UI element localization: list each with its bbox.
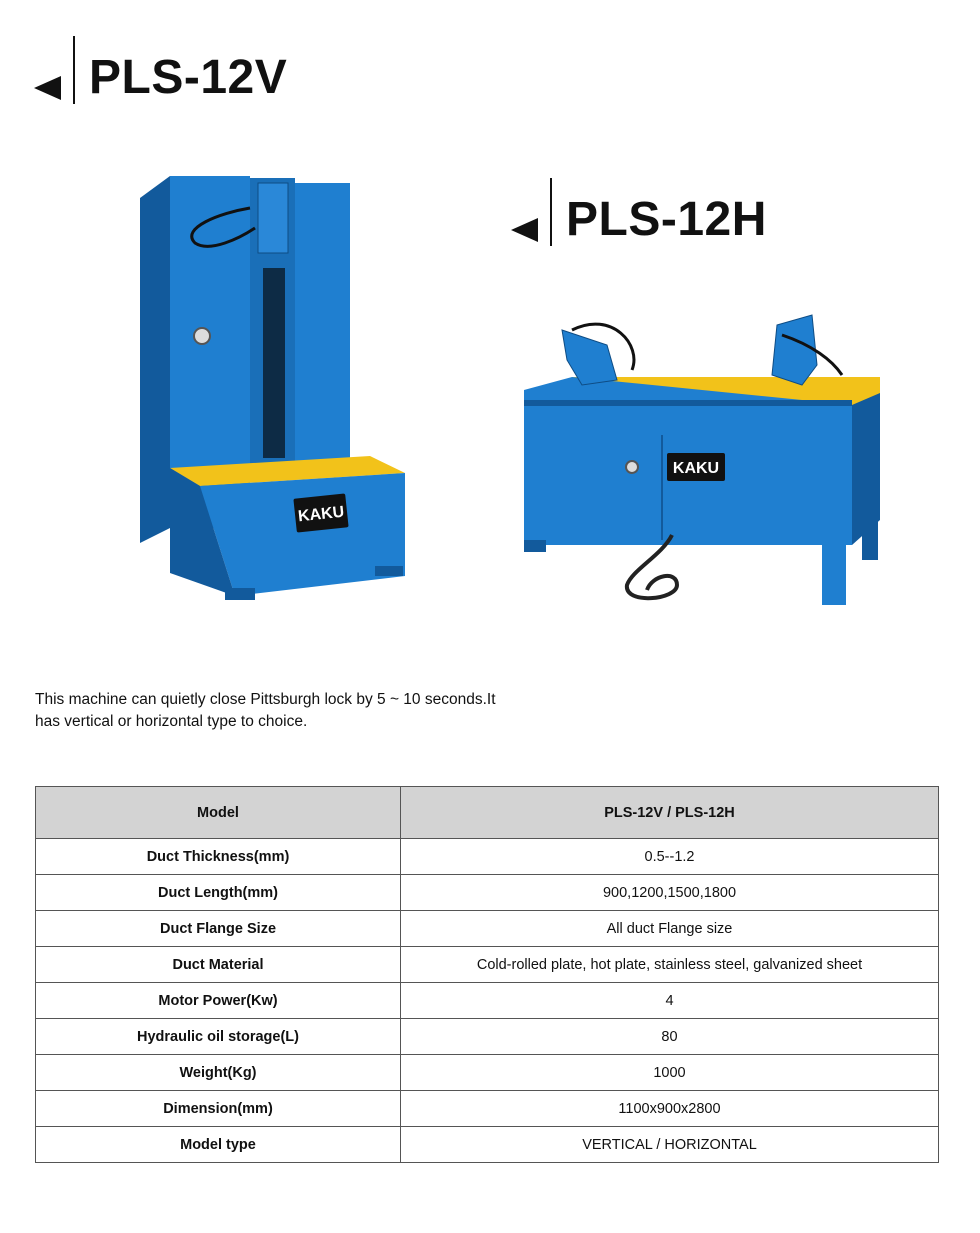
table-header-label: Model bbox=[36, 787, 401, 839]
left-arrow-icon bbox=[34, 76, 61, 100]
row-label: Duct Material bbox=[36, 947, 401, 983]
row-label: Duct Flange Size bbox=[36, 911, 401, 947]
row-value: All duct Flange size bbox=[401, 911, 939, 947]
row-label: Motor Power(Kw) bbox=[36, 983, 401, 1019]
row-label: Model type bbox=[36, 1127, 401, 1163]
brand-label: KAKU bbox=[297, 503, 346, 526]
heading-title: PLS-12H bbox=[566, 193, 767, 246]
left-arrow-icon bbox=[511, 218, 538, 242]
heading-title: PLS-12V bbox=[89, 51, 288, 104]
row-label: Weight(Kg) bbox=[36, 1055, 401, 1091]
table-row bbox=[36, 839, 939, 875]
spec-table bbox=[35, 786, 939, 1163]
table-row bbox=[36, 983, 939, 1019]
row-value: Cold-rolled plate, hot plate, stainless steel, galvanized sheet bbox=[401, 947, 939, 983]
row-value: 80 bbox=[401, 1019, 939, 1055]
heading-divider bbox=[550, 178, 552, 246]
machine-description: This machine can quietly close Pittsburgh lock by 5 ~ 10 seconds.It has vertical or horizontal type to choice. bbox=[35, 691, 496, 730]
table-row bbox=[36, 911, 939, 947]
table-row bbox=[36, 947, 939, 983]
row-value: 0.5--1.2 bbox=[401, 839, 939, 875]
machine-horizontal-image bbox=[512, 305, 892, 615]
heading-pls-12h bbox=[511, 178, 767, 246]
brand-label: KAKU bbox=[672, 460, 720, 477]
row-value: VERTICAL / HORIZONTAL bbox=[401, 1127, 939, 1163]
table-row bbox=[36, 1091, 939, 1127]
row-label: Hydraulic oil storage(L) bbox=[36, 1019, 401, 1055]
machine-vertical-image bbox=[130, 168, 420, 608]
row-value: 900,1200,1500,1800 bbox=[401, 875, 939, 911]
table-header-row bbox=[36, 787, 939, 839]
table-header-value: PLS-12V / PLS-12H bbox=[401, 787, 939, 839]
row-label: Duct Length(mm) bbox=[36, 875, 401, 911]
row-label: Duct Thickness(mm) bbox=[36, 839, 401, 875]
table-row bbox=[36, 1055, 939, 1091]
row-value: 1000 bbox=[401, 1055, 939, 1091]
table-row bbox=[36, 1019, 939, 1055]
row-label: Dimension(mm) bbox=[36, 1091, 401, 1127]
table-row bbox=[36, 875, 939, 911]
table-row bbox=[36, 1127, 939, 1163]
row-value: 4 bbox=[401, 983, 939, 1019]
heading-pls-12v bbox=[34, 36, 287, 104]
heading-divider bbox=[73, 36, 75, 104]
row-value: 1100x900x2800 bbox=[401, 1091, 939, 1127]
